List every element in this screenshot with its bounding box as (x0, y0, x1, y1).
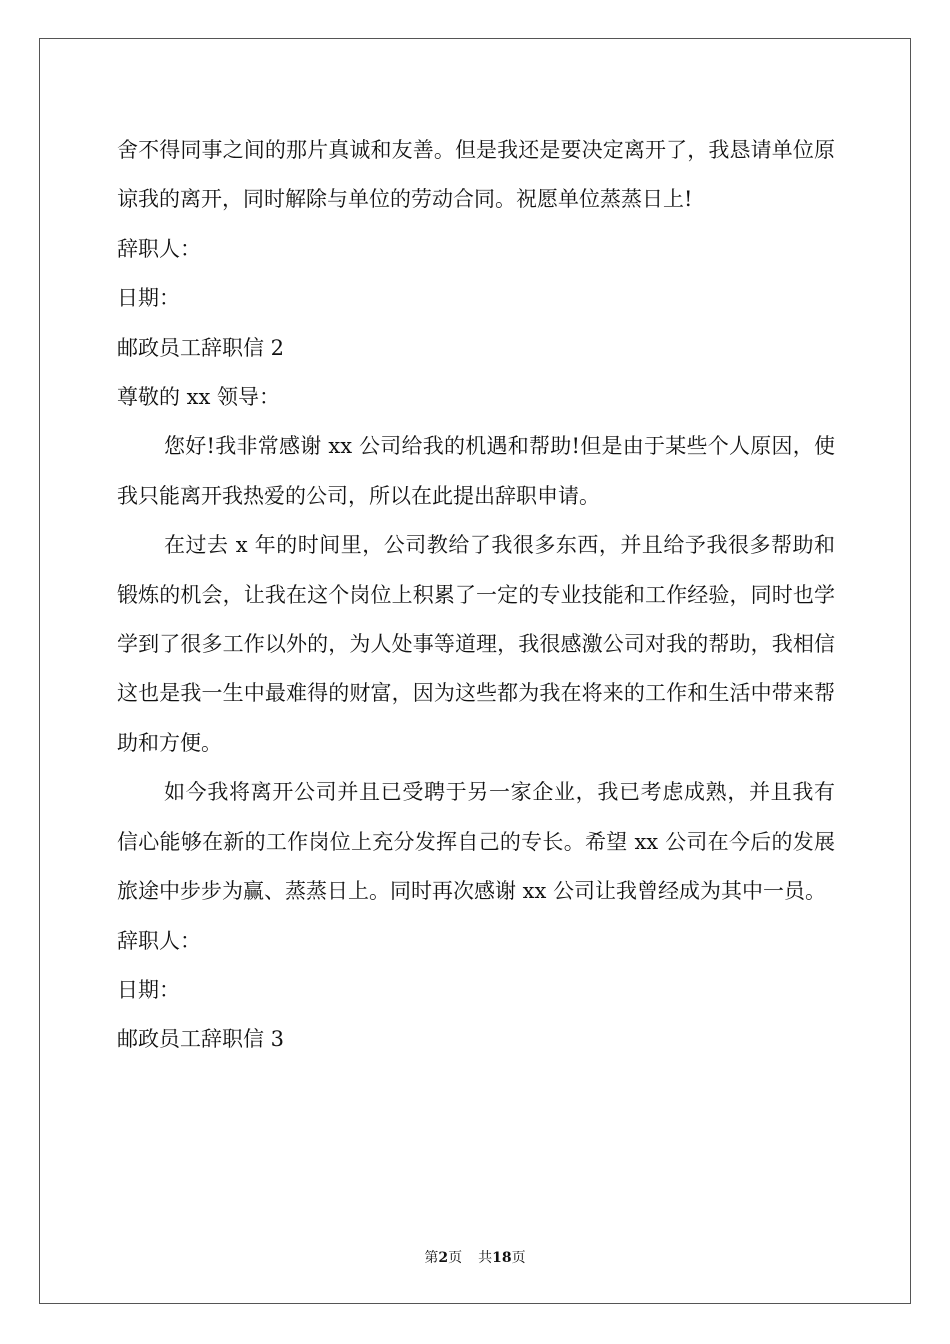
letter-heading: 邮政员工辞职信 2 (117, 335, 285, 360)
date-label: 日期： (117, 977, 180, 1002)
page-footer (0, 1247, 950, 1267)
total-pages: 18 (492, 1250, 512, 1266)
document-body (117, 126, 835, 1065)
salutation: 尊敬的 xx 领导： (117, 385, 281, 410)
total-prefix: 共 (478, 1250, 493, 1266)
carryover-paragraph: 舍不得同事之间的那片真诚和友善。但是我还是要决定离开了，我恳请单位原谅我的离开，同时解除与单位的劳动合同。祝愿单位蒸蒸日上! (117, 138, 835, 212)
body-paragraph: 在过去 x 年的时间里，公司教给了我很多东西，并且给予我很多帮助和锻炼的机会，让我在这个岗位上积累了一定的专业技能和工作经验，同时也学学到了很多工作以外的，为人处事等道理，我很感激公司对我的帮助，我相信这也是我一生中最难得的财富，因为这些都为我在将来的工作和生活中带来帮助和方便。 (117, 533, 835, 755)
page-prefix: 第 (424, 1250, 439, 1266)
date-label: 日期： (117, 286, 180, 311)
signature-label: 辞职人： (117, 928, 201, 953)
total-suffix: 页 (511, 1250, 526, 1266)
signature-label: 辞职人： (117, 236, 201, 261)
letter-heading: 邮政员工辞职信 3 (117, 1027, 285, 1052)
body-paragraph: 您好!我非常感谢 xx 公司给我的机遇和帮助!但是由于某些个人原因，使我只能离开我热爱的公司，所以在此提出辞职申请。 (117, 434, 835, 508)
body-paragraph: 如今我将离开公司并且已受聘于另一家企业，我已考虑成熟，并且我有信心能够在新的工作岗位上充分发挥自己的专长。希望 xx 公司在今后的发展旅途中步步为赢、蒸蒸日上。同时再次感谢 xx 公司让我曾经成为其中一员。 (117, 780, 835, 904)
page-number: 2 (438, 1250, 449, 1266)
page-suffix: 页 (448, 1250, 463, 1266)
